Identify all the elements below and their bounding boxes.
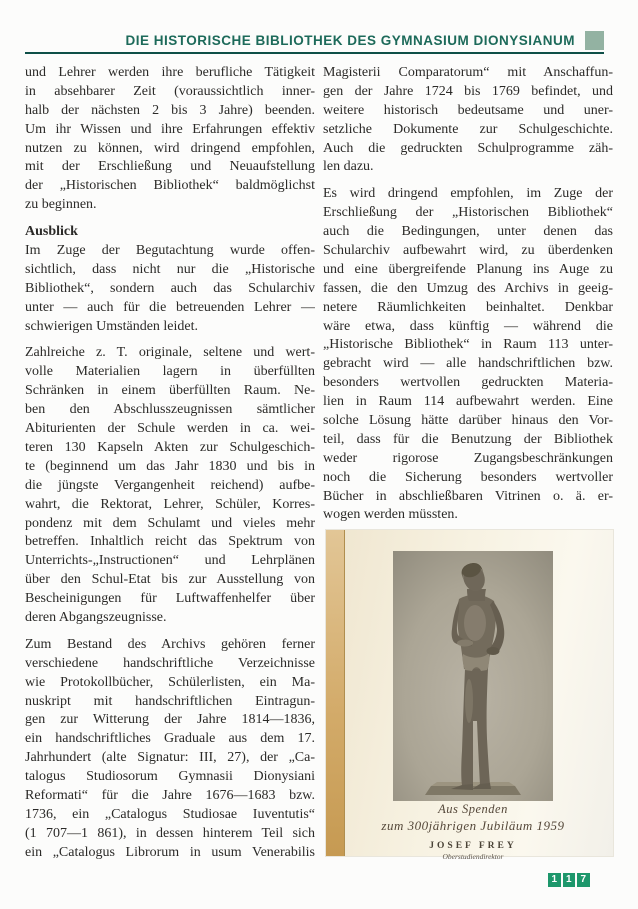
text-line: ein handschriftliches Graduale aus dem 17.	[25, 731, 315, 747]
header-accent-square	[585, 31, 604, 50]
left-text-column	[25, 64, 315, 871]
text-line: wogen werden müssten.	[323, 507, 458, 523]
text-line: gebracht wird — alle handschriftlichen bzw.	[323, 356, 613, 372]
text-line: deren Abgangszeugnisse.	[25, 609, 167, 625]
text-line: über den Schul-Etat bis zur Ausstellung von	[25, 572, 315, 588]
text-line: 1736, ein „Catalogus Studiosae Iuventutis“	[25, 806, 315, 822]
text-line: solche Lösung hätte darüber hinaus den Vor-	[323, 413, 613, 429]
text-line: in absehbarer Zeit (voraussichtlich inner-	[25, 83, 315, 99]
text-line: Zahlreiche z. T. originale, seltene und wert-	[25, 345, 315, 361]
figure-caption-line3: JOSEF FREY	[429, 841, 517, 851]
text-line: weitere historisch bedeutsame und uner-	[323, 102, 613, 118]
text-line: und Lehrer werden ihre berufliche Tätigkeit	[25, 65, 315, 80]
text-line: betreffen. Inhaltlich reicht das Spektrum von	[25, 534, 315, 550]
section-heading: Ausblick	[25, 224, 78, 240]
page-header	[25, 30, 604, 51]
text-line: nutzen zu können, wird dringend empfohlen,	[25, 140, 315, 156]
text-line: Schränken in einem überfüllten Raum. Ne-	[25, 383, 315, 399]
text-line: verschiedene handschriftliche Verzeichnisse	[25, 655, 315, 671]
text-line: halb der nächsten 2 bis 3 Jahre) beenden.	[25, 102, 315, 118]
header-title: DIE HISTORISCHE BIBLIOTHEK DES GYMNASIUM DIONYSIANUM	[125, 33, 575, 48]
page-number-digit: 1	[548, 873, 561, 887]
paragraph	[25, 636, 315, 863]
text-line: nuskript mit handschriftlichen Eintragun-	[25, 693, 315, 709]
text-line: mit der Erschließung und Neuaufstellung	[25, 159, 315, 175]
paragraph	[323, 64, 613, 177]
right-text-column	[323, 64, 613, 533]
text-line: zu beginnen.	[25, 197, 97, 213]
text-line: setzliche Dokumente zur Schulgeschichte.	[323, 121, 613, 137]
text-line: die jüngste Vergangenheit reichend) aufbe-	[25, 477, 315, 493]
text-line: (1 707—1 861), in dessen hinterem Teil sich	[25, 825, 315, 841]
text-line: unter — auch für die betreuenden Lehrer —	[25, 299, 315, 315]
paragraph	[25, 242, 315, 336]
text-line: weder rigorose Zugangsbeschränkungen	[323, 450, 613, 466]
header-rule	[25, 52, 604, 54]
text-line: ben den Abschlusszeugnissen sämtlicher	[25, 402, 315, 418]
text-line: der „Historischen Bibliothek“ baldmöglichst	[25, 178, 315, 194]
text-line: Schularchiv aufbewahrt wird, zu überdenken	[323, 243, 613, 259]
text-line: sichtlich, dass nicht nur die „Historische	[25, 261, 315, 277]
text-line: teil, dass für die Benutzung der Bibliothek	[323, 431, 613, 447]
paragraph	[25, 344, 315, 627]
text-line: wäre etwa, dass künftig — während die	[323, 318, 613, 334]
figure-caption-line4: Oberstudiendirektor	[442, 852, 504, 861]
figure-photograph	[326, 530, 613, 861]
text-line: Magisterii Comparatorum“ mit Anschaffun-	[323, 65, 613, 80]
paragraph	[323, 185, 613, 525]
text-line: Abiturienten der Schule werden in ca. wei-	[25, 421, 315, 437]
text-line: teren 130 Kapseln Akten zur Schulgeschich-	[25, 439, 315, 455]
text-line: lien in Raum 114 aufbewahrt werden. Eine	[323, 394, 613, 410]
text-line: len dazu.	[323, 159, 374, 175]
figure-caption-line1: Aus Spenden	[438, 802, 508, 816]
text-line: fassen, die den Umzug des Archivs in geeig-	[323, 280, 613, 296]
text-line: besonders wertvollen gedruckten Materia-	[323, 375, 613, 391]
text-line: schwierigen Umständen leidet.	[25, 318, 199, 334]
book-page-edge	[326, 530, 345, 856]
figure-caption	[363, 802, 583, 861]
text-line: pondenz mit dem Schulamt und vieles mehr	[25, 515, 315, 531]
book-page	[345, 530, 613, 861]
text-line: Unterrichts-„Instructionen“ und Lehrplänen	[25, 553, 315, 569]
text-line: gen der Jahre 1724 bis 1769 befindet, und	[323, 83, 613, 99]
text-line: Bibliothek“, sondern auch das Schularchiv	[25, 280, 315, 296]
text-line: Auch die gedruckten Schulprogramme zäh-	[323, 140, 613, 156]
text-line: Es wird dringend empfohlen, im Zuge der	[323, 186, 613, 202]
page-number-digit: 7	[577, 873, 590, 887]
text-line: talogus Studiosorum Gymnasii Dionysiani	[25, 769, 315, 785]
text-line: wahrt, die Rektorat, Lehrer, Schüler, Korres-	[25, 496, 315, 512]
text-line: Bücher in abschließbaren Vitrinen o. ä. er-	[323, 488, 613, 504]
figure-caption-line2: zum 300jährigen Jubiläum 1959	[381, 818, 565, 833]
text-line: volle Materialien lagern in überfüllten	[25, 364, 315, 380]
text-line: Im Zuge der Begutachtung wurde offen-	[25, 243, 315, 259]
text-line: Erschließung der „Historischen Bibliothek“	[323, 205, 613, 221]
paragraph	[25, 64, 315, 215]
text-line: netere Räumlichkeiten beinhaltet. Denkbar	[323, 299, 613, 315]
text-line: ein „Catalogus Librorum in usum Venerabilis	[25, 844, 315, 860]
text-line: Jahrhundert (alte Signatur: III, 27), der „Ca-	[25, 750, 315, 766]
text-line: „Historische Bibliothek“ in Raum 113 unter-	[323, 337, 613, 353]
statue-photo	[393, 551, 553, 801]
text-line: te (beginnend um das Jahr 1830 und bis in	[25, 458, 315, 474]
text-line: gen zur Witterung der Jahre 1814—1836,	[25, 712, 315, 728]
text-line: und eine übergreifende Planung ins Auge zu	[323, 261, 613, 277]
text-line: noch die Sicherung besonders wertvoller	[323, 469, 613, 485]
page-number	[548, 873, 590, 887]
text-line: wie Protokollbücher, Schülerlisten, ein Ma-	[25, 674, 315, 690]
text-line: auch die Bedingungen, unter denen das	[323, 224, 613, 240]
page-number-digit: 1	[563, 873, 576, 887]
text-line: Bescheinigungen für Luftwaffenhelfer über	[25, 591, 315, 607]
text-line: Um ihr Wissen und ihre Erfahrungen effektiv	[25, 121, 315, 137]
text-line: Reformati“ für die Jahre 1676—1683 bzw.	[25, 787, 315, 803]
text-line: Zum Bestand des Archivs gehören ferner	[25, 636, 315, 652]
